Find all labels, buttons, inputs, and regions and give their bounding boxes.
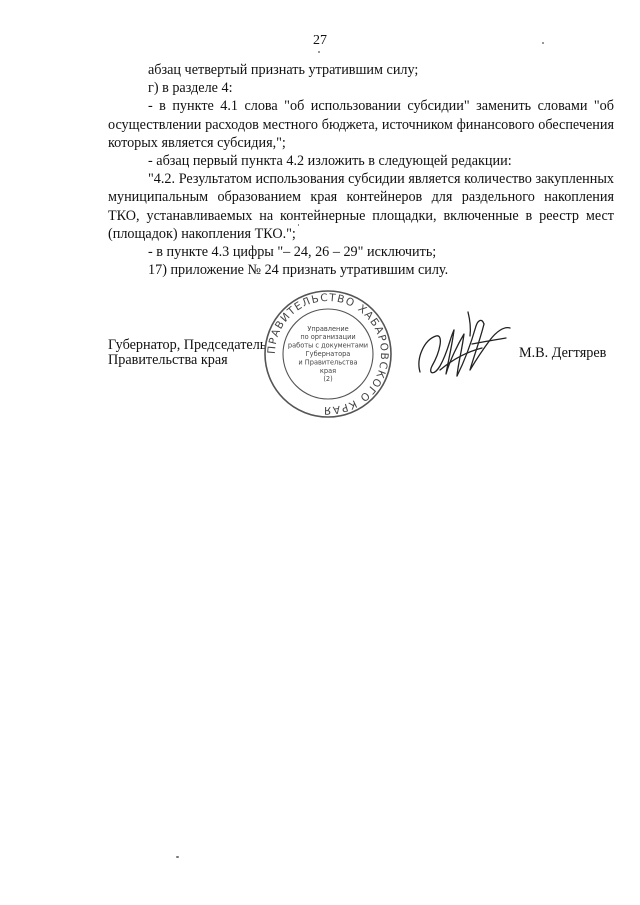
svg-text:ПРАВИТЕЛЬСТВО ХАБАРОВСКОГО КРА: ПРАВИТЕЛЬСТВО ХАБАРОВСКОГО КРАЯ [265, 291, 391, 417]
scan-speck [542, 42, 544, 44]
svg-text:Управление: Управление [307, 324, 349, 333]
paragraph-2: г) в разделе 4: [148, 80, 233, 97]
scan-speck [176, 856, 179, 858]
paragraph-7: 17) приложение № 24 признать утратившим силу. [148, 262, 449, 279]
paragraph-4: - абзац первый пункта 4.2 изложить в следующей редакции: [148, 153, 512, 170]
signer-name: М.В. Дегтярев [519, 345, 607, 361]
scan-speck [318, 51, 320, 53]
svg-text:и Правительства: и Правительства [298, 358, 358, 367]
paragraph-1: абзац четвертый признать утратившим силу; [148, 62, 419, 78]
signer-position-line-1: Губернатор, Председатель [108, 337, 267, 353]
svg-text:работы с документами: работы с документами [287, 341, 369, 350]
paragraph-3: - в пункте 4.1 слова "об использовании субсидии" заменить словами "об осуществлении расходов местного бюджета, источником финансового обеспечения которых является субсидия,"; [108, 98, 614, 151]
paragraph-5: "4.2. Результатом использования субсидии является количество закупленных муниципальным образованием края контейнеров для раздельного накопления ТКО, устанавливаемых на контейнерные площадки, включенные в реестр мест (площадок) накопления ТКО."; [108, 171, 614, 242]
signer-position [108, 338, 266, 367]
svg-text:по организации: по организации [300, 333, 356, 342]
paragraph-6: - в пункте 4.3 цифры "– 24, 26 – 29" исключить; [148, 244, 437, 261]
signer-position-line-2: Правительства края [108, 351, 228, 368]
handwritten-signature [410, 300, 520, 392]
svg-text:(2): (2) [323, 375, 333, 384]
svg-text:края: края [319, 366, 337, 375]
official-seal-stamp [263, 289, 393, 419]
document-body [108, 61, 614, 279]
svg-text:Губернатора: Губернатора [305, 350, 351, 358]
page-number: 27 [313, 33, 327, 48]
scan-speck [298, 224, 299, 226]
